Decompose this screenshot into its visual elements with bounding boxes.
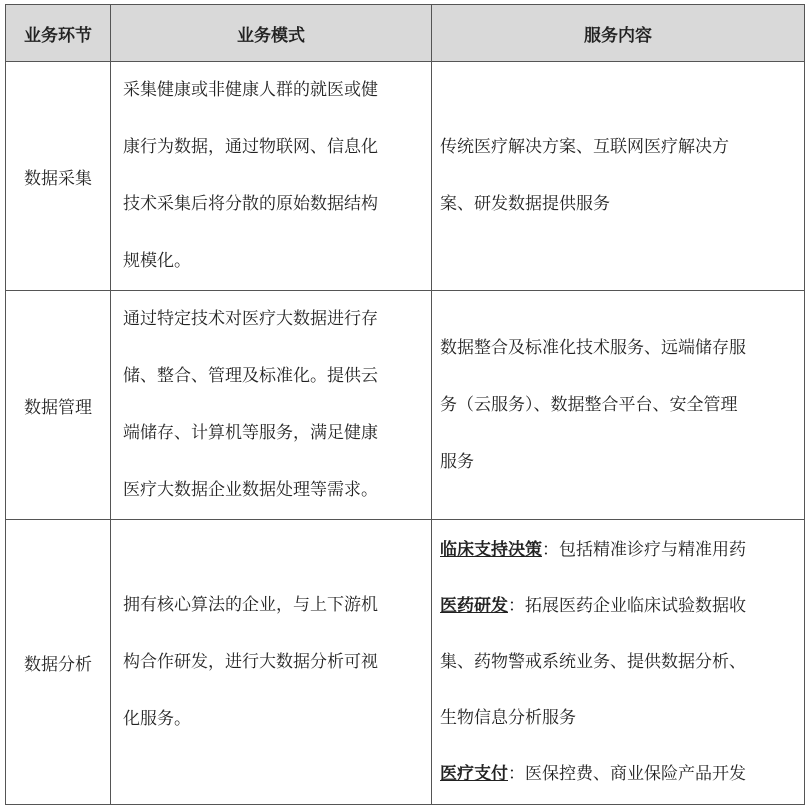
- stage-cell: 数据采集: [6, 62, 111, 291]
- mode-cell: [111, 62, 432, 291]
- mode-line: 端储存、计算机等服务，满足健康: [123, 423, 378, 443]
- table-row: [6, 291, 805, 520]
- service-line: [440, 578, 796, 634]
- payment-text: ：医保控费、商业保险产品开发: [508, 764, 746, 784]
- header-row: [6, 5, 805, 62]
- service-cell: [432, 62, 805, 291]
- header-stage: 业务环节: [6, 5, 111, 62]
- service-cell: [432, 291, 805, 520]
- mode-line: 规模化。: [123, 251, 191, 271]
- service-line: 数据整合及标准化技术服务、远端储存服: [440, 337, 746, 358]
- mode-line: 构合作研发，进行大数据分析可视: [123, 651, 378, 672]
- mode-cell: [111, 291, 432, 520]
- stage-cell: 数据分析: [6, 520, 111, 805]
- payment-label: 医疗支付: [440, 764, 508, 784]
- service-line: 案、研发数据提供服务: [440, 194, 610, 214]
- mode-line: 通过特定技术对医疗大数据进行存: [123, 309, 378, 329]
- service-cell: [432, 520, 805, 805]
- mode-line: 拥有核心算法的企业，与上下游机: [123, 594, 378, 615]
- table-row: [6, 520, 805, 805]
- clinical-label: 临床支持决策: [440, 540, 542, 560]
- service-line: 生物信息分析服务: [440, 708, 576, 728]
- business-table: [5, 4, 805, 805]
- mode-line: 化服务。: [123, 708, 191, 729]
- pharma-text: ：拓展医药企业临床试验数据收: [508, 596, 746, 616]
- service-line: [440, 746, 796, 802]
- service-line: 传统医疗解决方案、互联网医疗解决方: [440, 137, 729, 157]
- service-line: [440, 522, 796, 578]
- clinical-text: ：包括精准诊疗与精准用药: [542, 540, 746, 560]
- table-row: [6, 62, 805, 291]
- mode-line: 医疗大数据企业数据处理等需求。: [123, 480, 378, 500]
- service-line: 务（云服务）、数据整合平台、安全管理: [440, 394, 738, 415]
- mode-line: 康行为数据，通过物联网、信息化: [123, 137, 378, 157]
- service-line: 服务: [440, 451, 474, 472]
- mode-cell: [111, 520, 432, 805]
- stage-cell: 数据管理: [6, 291, 111, 520]
- service-line: 集、药物警戒系统业务、提供数据分析、: [440, 652, 746, 672]
- pharma-label: 医药研发: [440, 596, 508, 616]
- mode-line: 技术采集后将分散的原始数据结构: [123, 194, 378, 214]
- mode-line: 采集健康或非健康人群的就医或健: [123, 80, 378, 100]
- header-mode: 业务模式: [111, 5, 432, 62]
- mode-line: 储、整合、管理及标准化。提供云: [123, 366, 378, 386]
- header-service: 服务内容: [432, 5, 805, 62]
